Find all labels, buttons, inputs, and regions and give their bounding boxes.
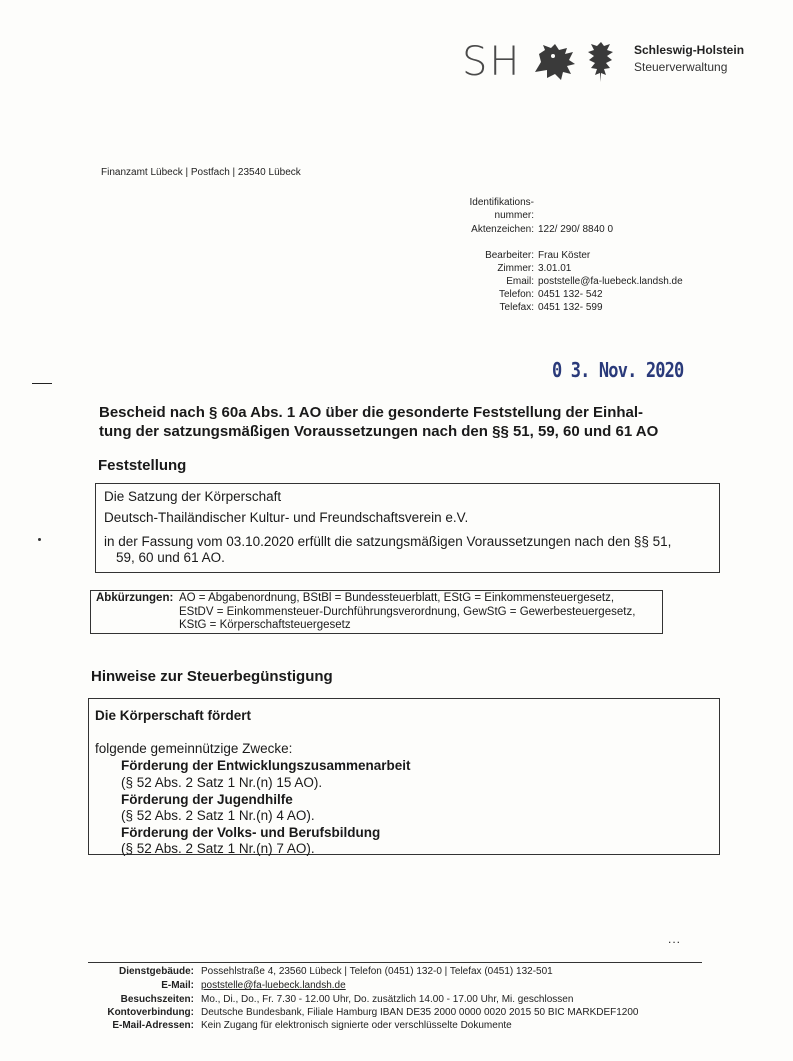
abbrev-line-1: AO = Abgabenordnung, BStBl = Bundessteuerblatt, EStG = Einkommensteuergesetz, [179, 592, 615, 604]
telefax-value: 0451 132- 599 [538, 302, 603, 313]
footer-dienst-value: Possehlstraße 4, 23560 Lübeck | Telefon (0451) 132-0 | Telefax (0451) 132-501 [201, 966, 553, 977]
title-line-2: tung der satzungsmäßigen Voraussetzungen nach den §§ 51, 59, 60 und 61 AO [99, 423, 659, 440]
continuation-mark: ... [668, 932, 682, 946]
email-label: Email: [506, 276, 534, 287]
logo-letters: SH [462, 39, 522, 85]
lion-emblem-icon [533, 42, 577, 82]
ident-label-2: nummer: [494, 210, 534, 221]
logo-name: Schleswig-Holstein [634, 43, 745, 57]
feststellung-heading: Feststellung [98, 457, 187, 474]
zimmer-value: 3.01.01 [538, 263, 572, 274]
title-line-1: Bescheid nach § 60a Abs. 1 AO über die gesonderte Feststellung der Einhal- [99, 404, 644, 421]
ident-label-1: Identifikations- [469, 197, 534, 208]
az-value: 122/ 290/ 8840 0 [538, 224, 614, 235]
abbrev-line-2: EStDV = Einkommensteuer-Durchführungsverordnung, GewStG = Gewerbesteuergesetz, [179, 606, 636, 618]
feststellung-line-1: Die Satzung der Körperschaft [104, 489, 282, 504]
abbrev-label: Abkürzungen: [96, 592, 174, 604]
zimmer-label: Zimmer: [497, 263, 534, 274]
footer-zeiten-label: Besuchszeiten: [120, 994, 194, 1005]
az-label: Aktenzeichen: [471, 224, 534, 235]
hinweise-box-heading: Die Körperschaft fördert [95, 708, 252, 723]
purpose-name: Förderung der Jugendhilfe [121, 792, 293, 807]
footer-divider [88, 962, 702, 963]
fold-mark [32, 383, 52, 384]
sender-address: Finanzamt Lübeck | Postfach | 23540 Lübeck [101, 167, 301, 178]
purpose-name: Förderung der Volks- und Berufsbildung [121, 825, 381, 840]
email-value[interactable]: poststelle@fa-luebeck.landsh.de [538, 276, 683, 287]
footer-emailaddr-label: E-Mail-Adressen: [112, 1020, 194, 1031]
purpose-ref: (§ 52 Abs. 2 Satz 1 Nr.(n) 4 AO). [121, 808, 315, 823]
footer-zeiten-value: Mo., Di., Do., Fr. 7.30 - 12.00 Uhr, Do. zusätzlich 14.00 - 17.00 Uhr, Mi. geschlossen [201, 994, 574, 1005]
footer-konto-label: Kontoverbindung: [107, 1007, 194, 1018]
telefax-label: Telefax: [499, 302, 534, 313]
scan-dot [38, 538, 41, 541]
feststellung-line-3: in der Fassung vom 03.10.2020 erfüllt die satzungsmäßigen Voraussetzungen nach den §§ 51, [104, 534, 672, 549]
logo-subtitle: Steuerverwaltung [634, 60, 728, 74]
document-title [99, 403, 699, 441]
footer-konto-value: Deutsche Bundesbank, Filiale Hamburg IBAN DE35 2000 0000 0020 2015 50 BIC MARKDEF1200 [201, 1007, 639, 1018]
purpose-ref: (§ 52 Abs. 2 Satz 1 Nr.(n) 7 AO). [121, 841, 315, 856]
telefon-value: 0451 132- 542 [538, 289, 603, 300]
bearbeiter-label: Bearbeiter: [485, 250, 534, 261]
footer-dienst-label: Dienstgebäude: [118, 966, 194, 977]
hinweise-heading: Hinweise zur Steuerbegünstigung [91, 668, 333, 685]
purpose-name: Förderung der Entwicklungszusammenarbeit [121, 758, 411, 773]
abbrev-line-3: KStG = Körperschaftsteuergesetz [179, 619, 351, 631]
feststellung-line-2: Deutsch-Thailändischer Kultur- und Freundschaftsverein e.V. [104, 510, 469, 525]
bearbeiter-value: Frau Köster [538, 250, 591, 261]
feststellung-box [95, 483, 720, 573]
purposes-intro: folgende gemeinnützige Zwecke: [95, 741, 293, 756]
hinweise-box [88, 698, 720, 855]
date-stamp: 0 3. Nov. 2020 [552, 358, 684, 382]
telefon-label: Telefon: [498, 289, 534, 300]
footer-emailaddr-value: Kein Zugang für elektronisch signierte oder verschlüsselte Dokumente [201, 1020, 512, 1031]
footer-email-link[interactable]: poststelle@fa-luebeck.landsh.de [201, 980, 346, 991]
purpose-ref: (§ 52 Abs. 2 Satz 1 Nr.(n) 15 AO). [121, 775, 323, 790]
feststellung-line-4: 59, 60 und 61 AO. [116, 550, 225, 565]
nettle-leaf-icon [588, 40, 614, 84]
abbreviations-box [90, 590, 663, 634]
footer-email-label: E-Mail: [161, 980, 194, 991]
